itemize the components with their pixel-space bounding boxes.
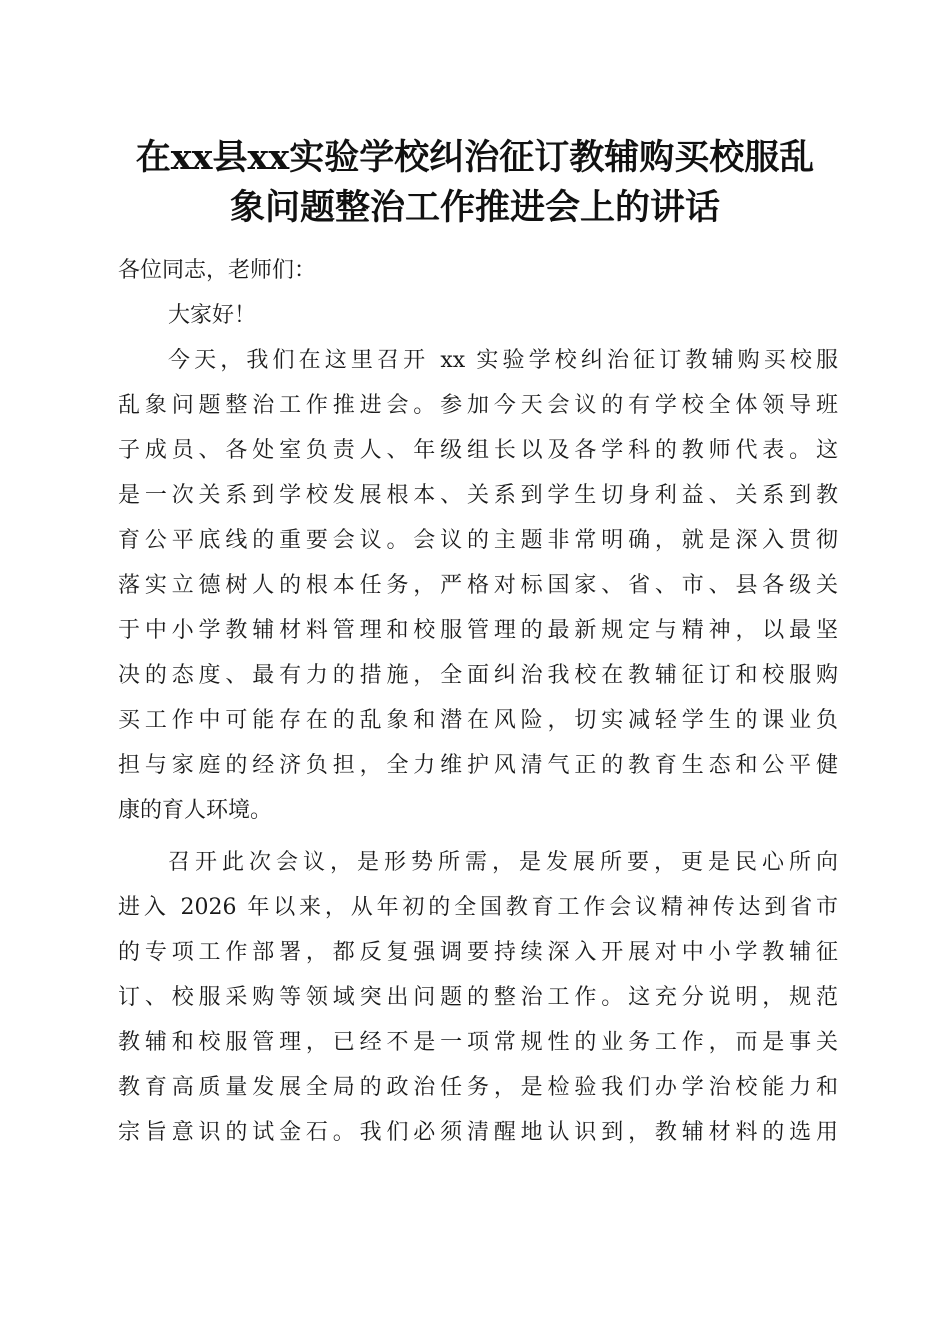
paragraph-line: 是一次关系到学校发展根本、关系到学生切身利益、关系到教 — [118, 483, 838, 508]
paragraph-line: 育公平底线的重要会议。会议的主题非常明确，就是深入贯彻 — [118, 528, 838, 553]
greeting: 大家好！ — [168, 303, 257, 328]
paragraph-line: 落实立德树人的根本任务，严格对标国家、省、市、县各级关 — [118, 573, 838, 598]
paragraph-line: 进入 2026 年以来，从年初的全国教育工作会议精神传达到省市 — [118, 895, 838, 920]
title-line: 象问题整治工作推进会上的讲话 — [229, 187, 720, 228]
salutation: 各位同志，老师们： — [118, 258, 317, 283]
paragraph-line: 乱象问题整治工作推进会。参加今天会议的有学校全体领导班 — [118, 393, 838, 418]
paragraph-line: 于中小学教辅材料管理和校服管理的最新规定与精神，以最坚 — [118, 618, 838, 643]
paragraph-line: 订、校服采购等领域突出问题的整治工作。这充分说明，规范 — [118, 985, 838, 1010]
paragraph-line: 今天，我们在这里召开 xx 实验学校纠治征订教辅购买校服 — [168, 348, 838, 373]
paragraph-line: 教辅和校服管理，已经不是一项常规性的业务工作，而是事关 — [118, 1030, 838, 1055]
document-body — [118, 248, 838, 1155]
paragraph-line: 的专项工作部署，都反复强调要持续深入开展对中小学教辅征 — [118, 940, 838, 965]
document-title — [100, 133, 850, 233]
paragraph-line: 教育高质量发展全局的政治任务，是检验我们办学治校能力和 — [118, 1075, 838, 1100]
paragraph-line: 召开此次会议，是形势所需，是发展所要，更是民心所向 — [168, 850, 838, 875]
paragraph-line: 康的育人环境。 — [118, 798, 273, 823]
title-line: 在xx县xx实验学校纠治征订教辅购买校服乱 — [135, 137, 815, 178]
paragraph-line: 子成员、各处室负责人、年级组长以及各学科的教师代表。这 — [118, 438, 838, 463]
paragraph-line: 决的态度、最有力的措施，全面纠治我校在教辅征订和校服购 — [118, 663, 838, 688]
paragraph-line: 买工作中可能存在的乱象和潜在风险，切实减轻学生的课业负 — [118, 708, 838, 733]
paragraph-1 — [118, 338, 838, 833]
paragraph-line: 宗旨意识的试金石。我们必须清醒地认识到，教辅材料的选用 — [118, 1120, 838, 1145]
paragraph-line: 担与家庭的经济负担，全力维护风清气正的教育生态和公平健 — [118, 753, 838, 778]
paragraph-gap — [118, 833, 838, 840]
paragraph-2 — [118, 840, 838, 1155]
